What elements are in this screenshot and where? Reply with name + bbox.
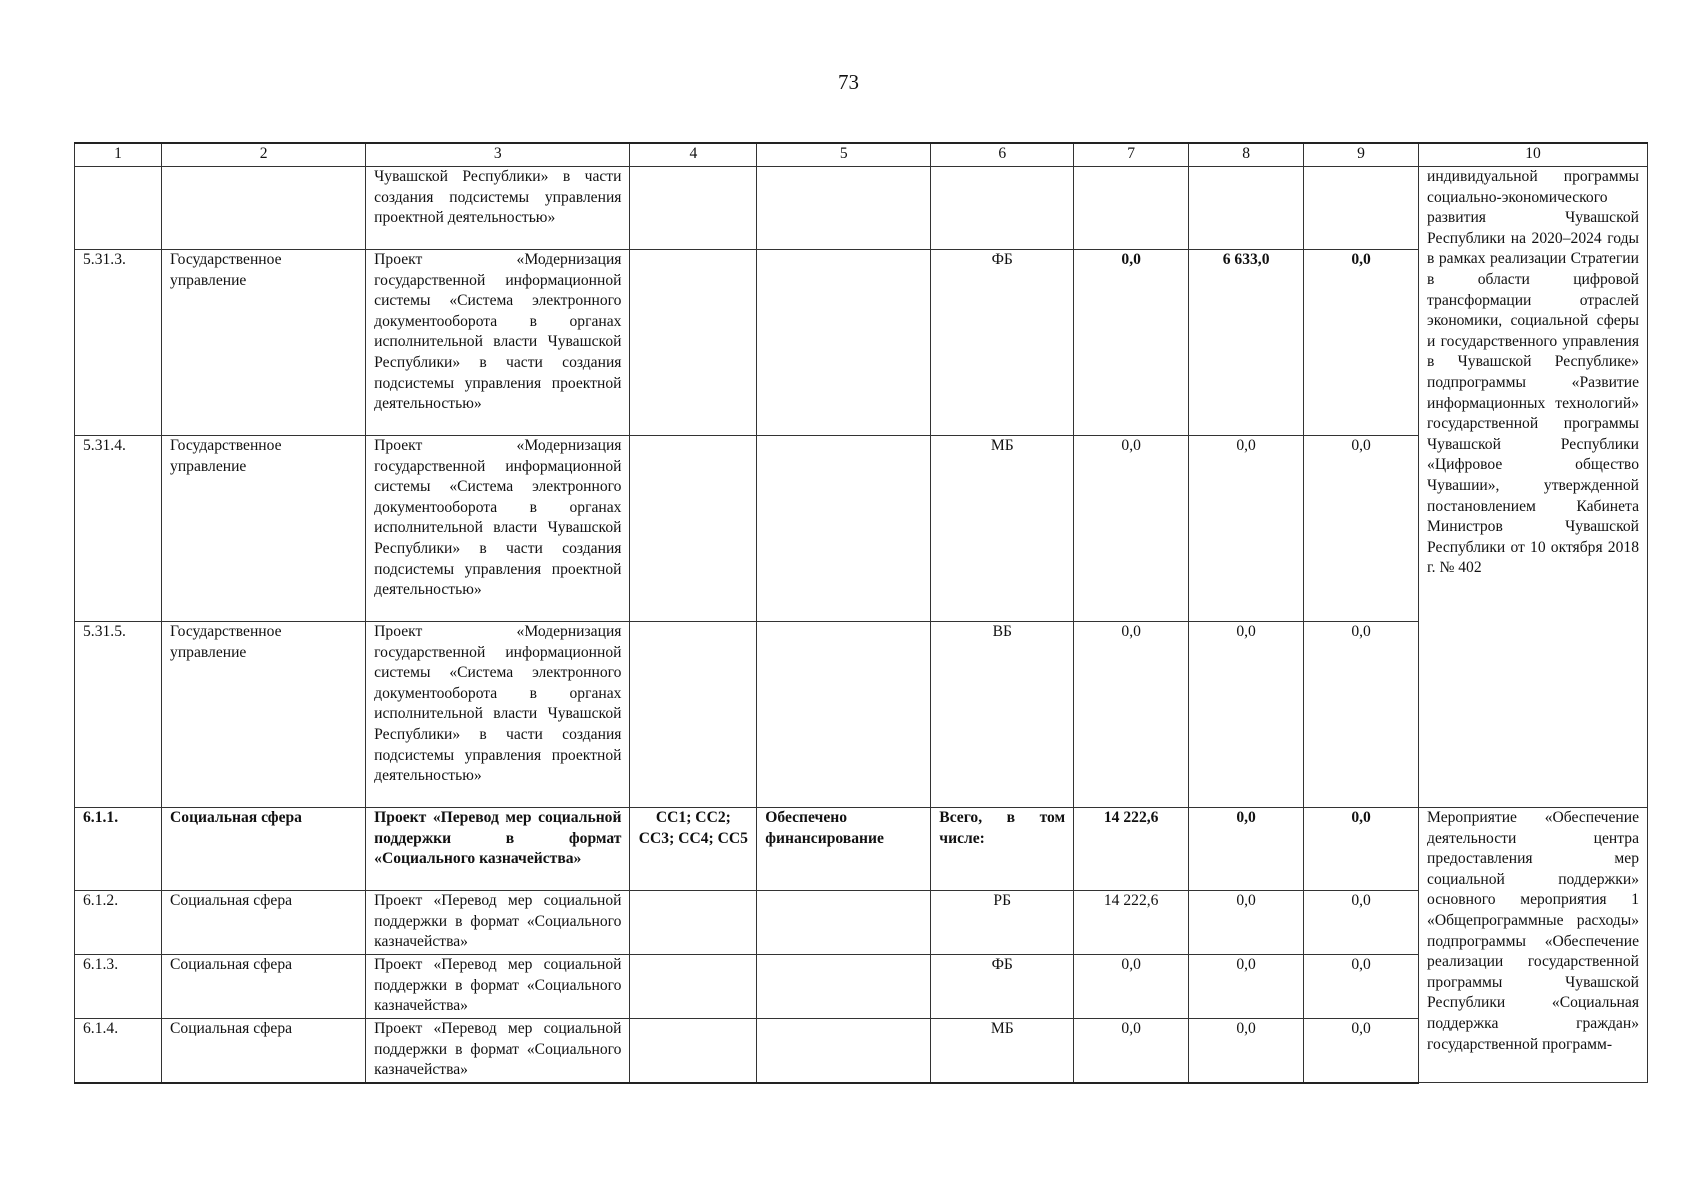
row-result (757, 1019, 931, 1083)
row-source: ФБ (931, 250, 1074, 436)
row-sphere: Социальная сфера (162, 1019, 366, 1083)
row-project: Проект «Модернизация государственной информационной системы «Система электронного документооборота в органах исполнительной власти Чувашской Республики» в части создания подсистемы управления проектной деятельностью» (366, 250, 630, 436)
row-value-8 (1189, 167, 1304, 250)
row-targets (630, 250, 757, 436)
row-id: 6.1.1. (75, 808, 162, 891)
row-targets (630, 955, 757, 1019)
row-value-8: 0,0 (1189, 436, 1304, 622)
row-result (757, 436, 931, 622)
table-row (75, 167, 1648, 250)
column-header: 8 (1189, 143, 1304, 167)
row-value-7 (1074, 167, 1189, 250)
column-header: 7 (1074, 143, 1189, 167)
row-value-7: 0,0 (1074, 250, 1189, 436)
row-id (75, 167, 162, 250)
budget-table (74, 142, 1648, 1084)
table-row (75, 436, 1648, 622)
row-value-8: 0,0 (1189, 891, 1304, 955)
column-header: 4 (630, 143, 757, 167)
table-row (75, 891, 1648, 955)
column-header: 10 (1419, 143, 1648, 167)
table-row (75, 955, 1648, 1019)
row-sphere: Социальная сфера (162, 891, 366, 955)
row-targets (630, 622, 757, 808)
row-project: Проект «Перевод мер социальной поддержки в формат «Социального казначейства» (366, 808, 630, 891)
row-value-7: 0,0 (1074, 1019, 1189, 1083)
row-result (757, 622, 931, 808)
row-id: 5.31.3. (75, 250, 162, 436)
row-sphere: Социальная сфера (162, 808, 366, 891)
row-source: МБ (931, 1019, 1074, 1083)
row-id: 5.31.4. (75, 436, 162, 622)
row-project: Проект «Модернизация государственной информационной системы «Система электронного документооборота в органах исполнительной власти Чувашской Республики» в части создания подсистемы управления проектной деятельностью» (366, 622, 630, 808)
row-value-7: 14 222,6 (1074, 891, 1189, 955)
row-id: 6.1.4. (75, 1019, 162, 1083)
column-header: 1 (75, 143, 162, 167)
row-targets (630, 1019, 757, 1083)
row-project: Проект «Модернизация государственной информационной системы «Система электронного документооборота в органах исполнительной власти Чувашской Республики» в части создания подсистемы управления проектной деятельностью» (366, 436, 630, 622)
row-value-9: 0,0 (1304, 955, 1419, 1019)
row-value-7: 14 222,6 (1074, 808, 1189, 891)
row-targets (630, 436, 757, 622)
row-sphere: Государственное управление (162, 622, 366, 808)
row-sphere (162, 167, 366, 250)
row-value-9: 0,0 (1304, 1019, 1419, 1083)
page-number: 73 (838, 70, 859, 94)
row-result: Обеспечено финансирование (757, 808, 931, 891)
note-cell-social-support: Мероприятие «Обеспечение деятельности центра предоставления мер социальной поддержки» основного мероприятия 1 «Общепрограммные расходы» подпрограммы «Обеспечение реализации государственной программы Чувашской Республики «Социальная поддержка граждан» государственной программ- (1419, 808, 1648, 1083)
row-result (757, 250, 931, 436)
column-header: 6 (931, 143, 1074, 167)
row-source: Всего, в том числе: (931, 808, 1074, 891)
row-targets (630, 891, 757, 955)
row-source: ФБ (931, 955, 1074, 1019)
row-project: Проект «Перевод мер социальной поддержки в формат «Социального казначейства» (366, 1019, 630, 1083)
row-value-9: 0,0 (1304, 891, 1419, 955)
table-row (75, 622, 1648, 808)
column-header: 2 (162, 143, 366, 167)
row-value-9 (1304, 167, 1419, 250)
row-value-7: 0,0 (1074, 622, 1189, 808)
row-id: 6.1.3. (75, 955, 162, 1019)
row-value-7: 0,0 (1074, 955, 1189, 1019)
table-row (75, 250, 1648, 436)
row-value-8: 6 633,0 (1189, 250, 1304, 436)
row-value-9: 0,0 (1304, 436, 1419, 622)
row-sphere: Социальная сфера (162, 955, 366, 1019)
row-id: 6.1.2. (75, 891, 162, 955)
row-source: МБ (931, 436, 1074, 622)
row-value-8: 0,0 (1189, 955, 1304, 1019)
table-row (75, 808, 1648, 891)
row-result (757, 955, 931, 1019)
row-sphere: Государственное управление (162, 250, 366, 436)
column-header: 9 (1304, 143, 1419, 167)
row-value-8: 0,0 (1189, 1019, 1304, 1083)
column-header: 3 (366, 143, 630, 167)
column-header: 5 (757, 143, 931, 167)
row-value-9: 0,0 (1304, 808, 1419, 891)
row-project: Проект «Перевод мер социальной поддержки в формат «Социального казначейства» (366, 955, 630, 1019)
row-value-8: 0,0 (1189, 808, 1304, 891)
row-result (757, 891, 931, 955)
row-value-9: 0,0 (1304, 622, 1419, 808)
row-value-7: 0,0 (1074, 436, 1189, 622)
row-project: Чувашской Республики» в части создания подсистемы управления проектной деятельностью» (366, 167, 630, 250)
row-project: Проект «Перевод мер социальной поддержки в формат «Социального казначейства» (366, 891, 630, 955)
row-value-8: 0,0 (1189, 622, 1304, 808)
row-id: 5.31.5. (75, 622, 162, 808)
row-source (931, 167, 1074, 250)
note-cell-digital-society: индивидуальной программы социально-экономического развития Чувашской Республики на 2020–2024 годы в рамках реализации Стратегии в области цифровой трансформации отраслей экономики, социальной сферы и государственного управления в Чувашской Республике» подпрограммы «Развитие информационных технологий» государственной программы Чувашской Республики «Цифровое общество Чувашии», утвержденной постановлением Кабинета Министров Чувашской Республики от 10 октября 2018 г. № 402 (1419, 167, 1648, 808)
row-source: РБ (931, 891, 1074, 955)
row-sphere: Государственное управление (162, 436, 366, 622)
row-source: ВБ (931, 622, 1074, 808)
row-targets (630, 167, 757, 250)
table-row (75, 1019, 1648, 1083)
header-row (75, 143, 1648, 167)
row-result (757, 167, 931, 250)
row-targets: СС1; СС2; СС3; СС4; СС5 (630, 808, 757, 891)
row-value-9: 0,0 (1304, 250, 1419, 436)
